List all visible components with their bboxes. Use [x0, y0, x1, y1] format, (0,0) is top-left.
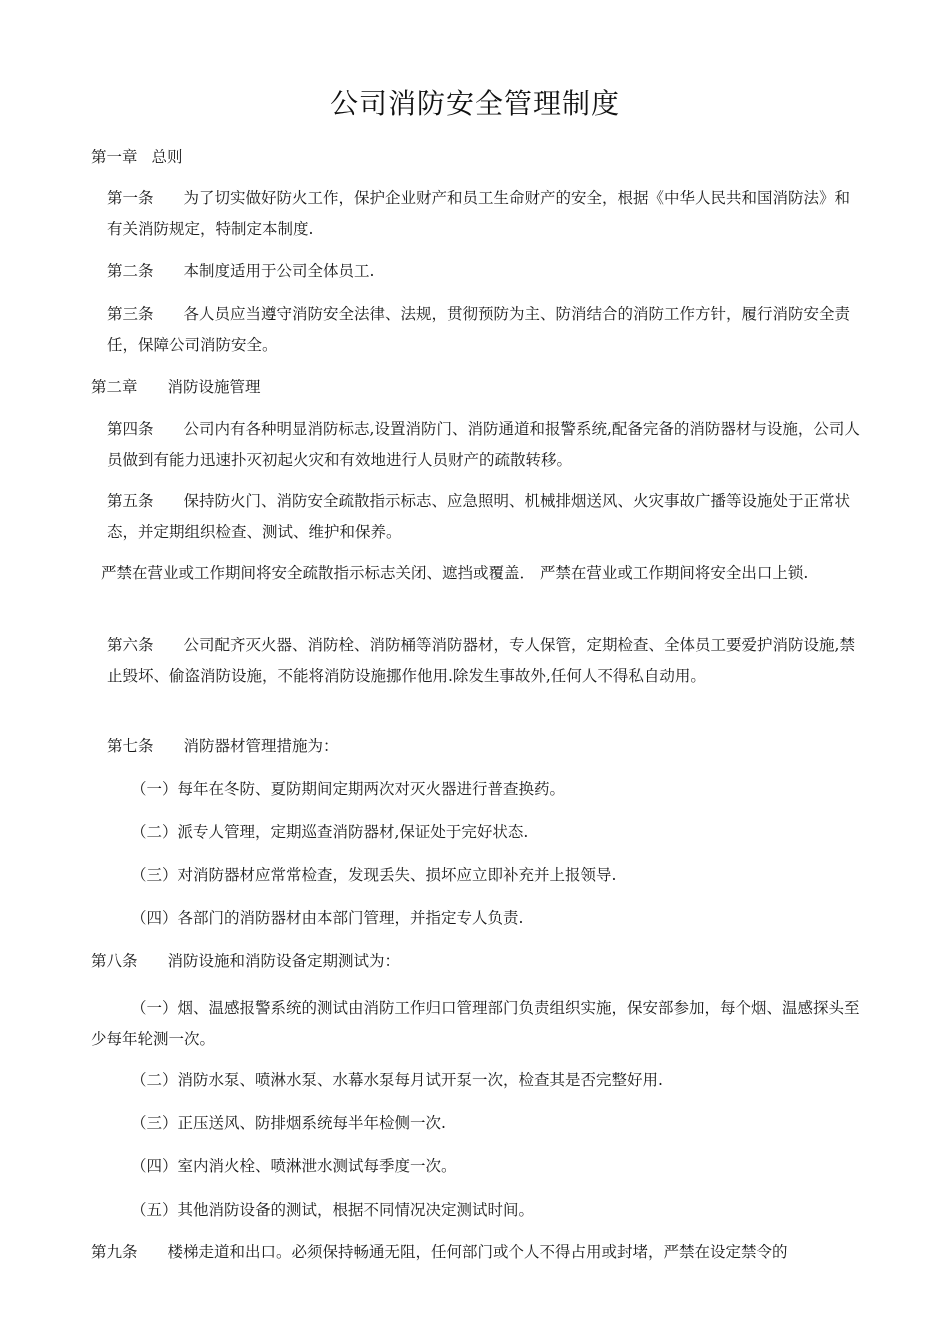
chapter-1-name: 总则 — [151, 148, 183, 166]
article-8-label: 第八条 — [91, 952, 138, 970]
article-9-text: 楼梯走道和出口。必须保持畅通无阻，任何部门或个人不得占用或封堵，严禁在设定禁令的 — [167, 1243, 788, 1261]
article-2-label: 第二条 — [107, 262, 154, 280]
article-6-label: 第六条 — [107, 636, 154, 654]
article-7-text: 消防器材管理措施为： — [183, 737, 339, 755]
article-4 — [91, 414, 861, 476]
article-8-item-2: （二）消防水泵、喷淋水泵、水幕水泵每月试开泵一次，检查其是否完整好用. — [131, 1071, 663, 1089]
article-8-item-3: （三）正压送风、防排烟系统每半年检侧一次. — [131, 1114, 446, 1132]
article-8-text: 消防设施和消防设备定期测试为： — [167, 952, 401, 970]
chapter-2-heading — [91, 372, 861, 403]
article-7-label: 第七条 — [107, 737, 154, 755]
article-1 — [91, 183, 861, 245]
article-8-item-5: （五）其他消防设备的测试，根据不同情况决定测试时间。 — [131, 1201, 535, 1219]
article-2 — [91, 256, 861, 287]
chapter-2-name: 消防设施管理 — [167, 378, 261, 396]
article-4-text: 公司内有各种明显消防标志,设置消防门、消防通道和报警系统,配备完备的消防器材与设施，公司人员做到有能力迅速扑灭初起火灾和有效地进行人员财产的疏散转移。 — [107, 420, 860, 469]
article-5-prohibition: 严禁在营业或工作期间将安全疏散指示标志关闭、遮挡或覆盖． 严禁在营业或工作期间将安全出口上锁. — [101, 564, 809, 582]
article-7 — [91, 731, 861, 762]
article-5-text: 保持防火门、消防安全疏散指示标志、应急照明、机械排烟送风、火灾事故广播等设施处于正常状态，并定期组织检查、测试、维护和保养。 — [107, 492, 851, 541]
article-8 — [91, 946, 861, 977]
article-9-label: 第九条 — [91, 1243, 138, 1261]
article-3-label: 第三条 — [107, 305, 154, 323]
article-7-item-1: （一）每年在冬防、夏防期间定期两次对灭火器进行普查换药。 — [131, 780, 566, 798]
article-5 — [91, 486, 861, 548]
article-8-item-1: （一）烟、温感报警系统的测试由消防工作归口管理部门负责组织实施，保安部参加，每个烟、温感探头至少每年轮测一次。 — [91, 999, 860, 1048]
article-7-item-2: （二）派专人管理，定期巡查消防器材,保证处于完好状态. — [131, 823, 529, 841]
article-9 — [91, 1237, 861, 1268]
article-3 — [91, 299, 861, 361]
article-4-label: 第四条 — [107, 420, 154, 438]
article-7-item-4: （四）各部门的消防器材由本部门管理，并指定专人负责. — [131, 909, 524, 927]
chapter-2-label: 第二章 — [91, 378, 138, 396]
article-6 — [91, 630, 861, 692]
chapter-1-label: 第一章 — [91, 148, 138, 166]
article-1-label: 第一条 — [107, 189, 154, 207]
article-5-label: 第五条 — [107, 492, 154, 510]
document-title: 公司消防安全管理制度 — [329, 87, 620, 120]
article-6-text: 公司配齐灭火器、消防栓、消防桶等消防器材，专人保管，定期检查、全体员工要爱护消防设施,禁止毁坏、偷盗消防设施，不能将消防设施挪作他用.除发生事故外,任何人不得私自动用。 — [107, 636, 855, 685]
chapter-1-heading — [91, 142, 861, 173]
article-8-item-4: （四）室内消火栓、喷淋泄水测试每季度一次。 — [131, 1157, 457, 1175]
article-3-text: 各人员应当遵守消防安全法律、法规，贯彻预防为主、防消结合的消防工作方针，履行消防安全责任，保障公司消防安全。 — [107, 305, 851, 354]
article-1-text: 为了切实做好防火工作，保护企业财产和员工生命财产的安全，根据《中华人民共和国消防法》和有关消防规定，特制定本制度. — [107, 189, 851, 238]
article-7-item-3: （三）对消防器材应常常检查，发现丢失、损坏应立即补充并上报领导. — [131, 866, 617, 884]
article-2-text: 本制度适用于公司全体员工. — [183, 262, 375, 280]
